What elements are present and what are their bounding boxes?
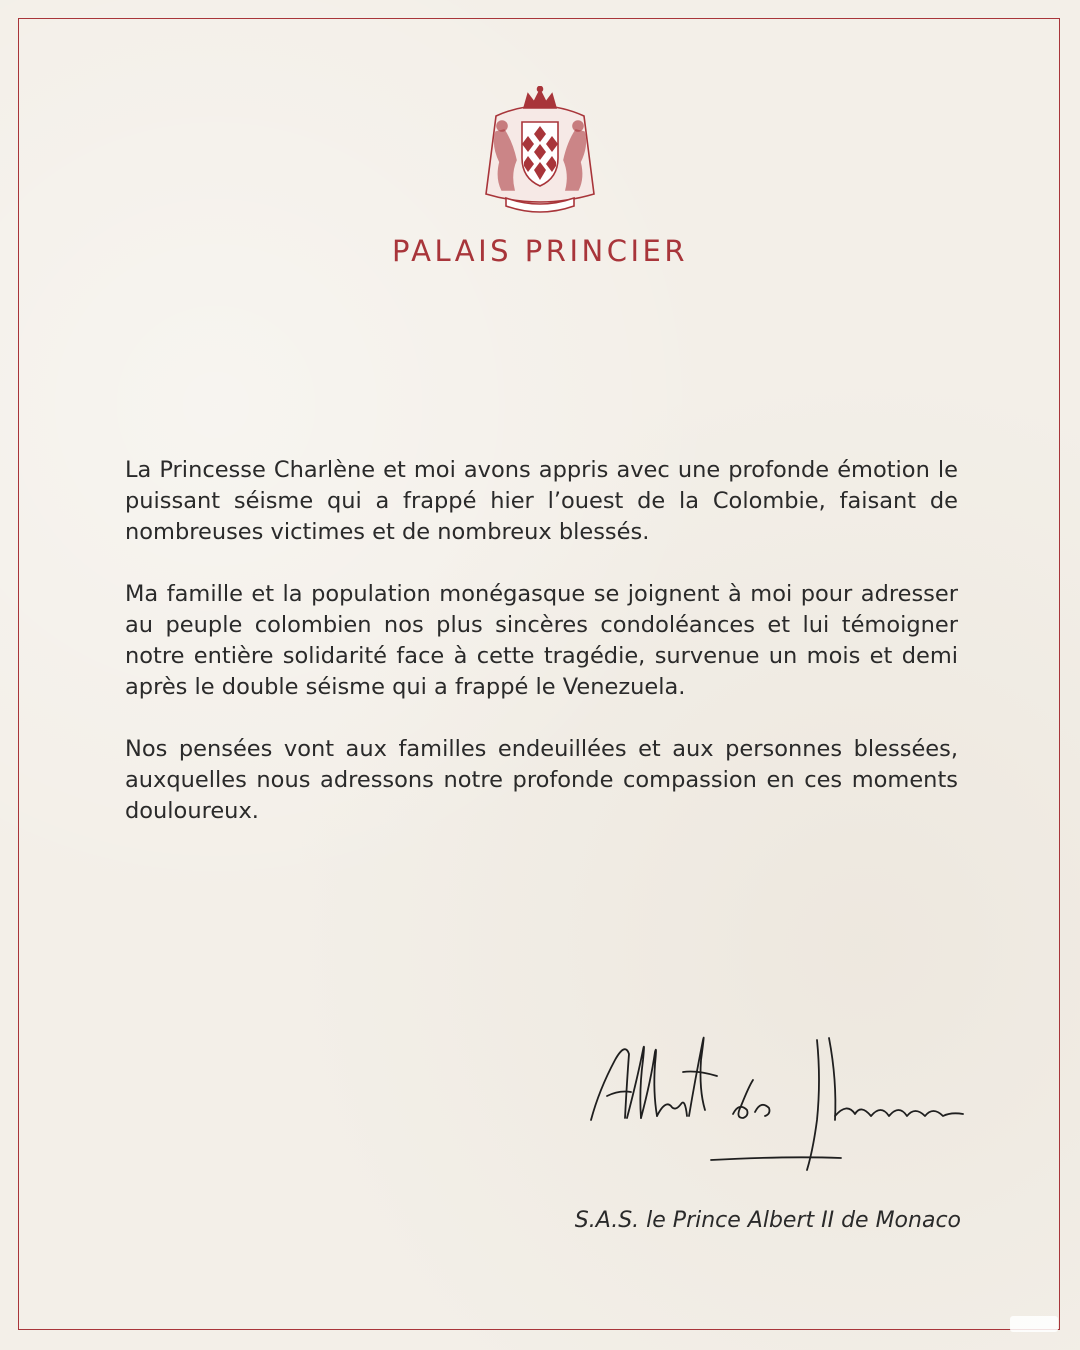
signatory-name: S.A.S. le Prince Albert II de Monaco [574, 1208, 961, 1233]
paragraph: La Princesse Charlène et moi avons appris avec une profonde émotion le puissant séisme qui a frappé hier l’ouest de la Colombie, faisant de nombreuses victimes et de nombreux blessés. [125, 457, 958, 545]
paragraph: Ma famille et la population monégasque se joignent à moi pour adresser au peuple colombien nos plus sincères condoléances et lui témoigner notre entière solidarité face à cette tragédie, survenue un mois et demi après le double séisme qui a frappé le Venezuela. [125, 581, 958, 700]
paragraph: Nos pensées vont aux familles endeuillées et aux personnes blessées, auxquelles nous adressons notre profonde compassion en ces moments douloureux. [125, 736, 958, 824]
statement-body [125, 455, 958, 858]
watermark-badge [1010, 1316, 1058, 1332]
page-title: PALAIS PRINCIER [392, 234, 688, 268]
handwritten-signature [585, 1020, 970, 1190]
monaco-coat-of-arms-icon [466, 86, 614, 216]
